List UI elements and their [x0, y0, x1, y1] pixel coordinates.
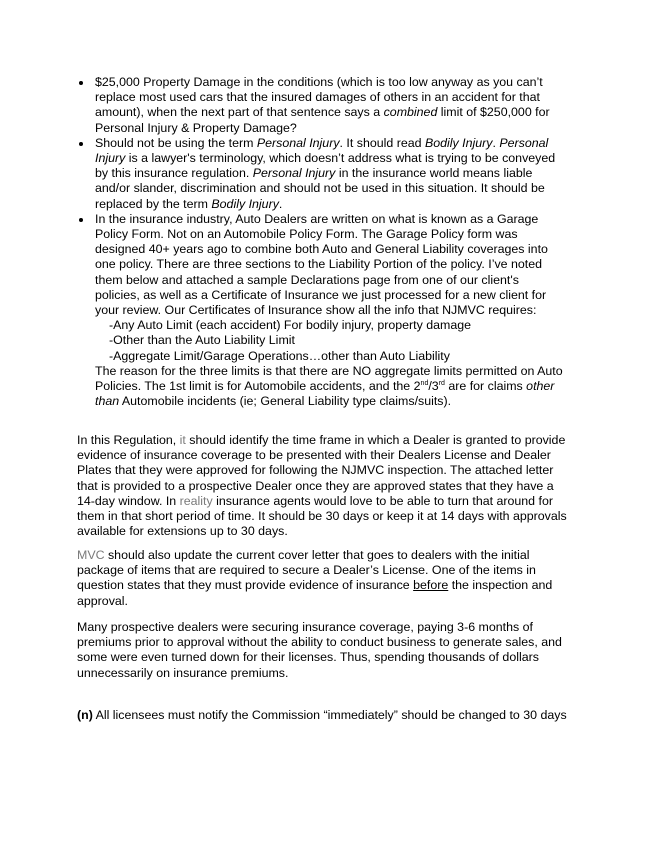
- paragraph-cover-letter: [77, 548, 572, 609]
- bullet-dot: [79, 218, 83, 222]
- bullet-text: The reason for the three limits is that there are NO aggregate limits permitted on Auto Policies. The 1st limit is for Automobile accidents, and the 2: [95, 363, 563, 394]
- bullet-list: [95, 75, 565, 409]
- section-label: (n): [77, 708, 93, 722]
- emphasis-text: Personal Injury: [256, 135, 340, 150]
- bullet-text: .: [492, 135, 500, 150]
- highlighted-word: reality: [179, 493, 213, 508]
- limit-line-aggregate: -Aggregate Limit/Garage Operations…other than Auto Liability: [109, 348, 450, 363]
- paragraph-text: should identify the time frame in which a Dealer is granted to provide evidence of insurance coverage to be presented with their Dealers License and Dealer Plates that they were approved for following the NJMVC inspection. The attached letter that is provided to a prospective Dealer once they are approved states that they have a 14-day window. In: [77, 433, 566, 508]
- superscript: nd: [420, 379, 429, 387]
- paragraph-text: insurance agents would love to be able to turn that around for them in that short period of time. It should be 30 days or keep it at 14 days with approvals available for extensions up to 30 days.: [77, 493, 567, 539]
- bullet-text: are for claims: [444, 379, 527, 394]
- bullet-bodily-injury: [95, 136, 565, 212]
- emphasis-text: Personal Injury: [252, 166, 336, 181]
- paragraph-premiums: [77, 620, 572, 681]
- highlighted-word: MVC: [77, 548, 105, 562]
- underlined-word: before: [413, 578, 449, 593]
- bullet-dot: [79, 142, 83, 146]
- emphasis-text: Bodily Injury: [424, 135, 493, 150]
- emphasis-text: Bodily Injury: [211, 196, 279, 211]
- bullet-dot: [79, 81, 83, 85]
- bullet-text: In the insurance industry, Auto Dealers are written on what is known as a Garage Policy Form. Not on an Automobile Policy Form. The Garage Policy form was designed 40+ years ago to combine both Auto and General Liability coverages into one policy. There are three sections to the Liability Portion of the policy. I’ve noted them below and attached a sample Declarations page from one of our client's policies, as well as a Certificate of Insurance we just processed for a new client for your review. Our Certificates of Insurance show all the info that NJMVC requires:: [95, 211, 548, 318]
- paragraph-time-frame: [77, 433, 572, 539]
- bullet-text: Should not be using the term: [95, 135, 257, 150]
- paragraph-text: the inspection and approval.: [77, 578, 553, 608]
- bullet-text: .: [278, 196, 283, 211]
- limit-line-any-auto: -Any Auto Limit (each accident) For bodily injury, property damage: [109, 318, 472, 333]
- bullet-text: /3: [428, 379, 439, 394]
- paragraph-text: Many prospective dealers were securing insurance coverage, paying 3-6 months of premiums prior to approval without the ability to conduct business to generate sales, and some were even turned down for their licenses. Thus, spending thousands of dollars unnecessarily on insurance premiums.: [77, 620, 562, 680]
- paragraph-text: should also update the current cover letter that goes to dealers with the initial package of items that are required to secure a Dealer’s License. One of the items in question states that they must provide evidence of insurance: [77, 548, 536, 593]
- bullet-text: in the insurance world means liable and/or slander, discrimination and should not be used in this situation. It should be replaced by the term: [95, 166, 545, 211]
- emphasis-text: Personal Injury: [95, 135, 549, 166]
- emphasis-text: other than: [95, 379, 555, 409]
- paragraph-text: In this Regulation,: [77, 433, 180, 447]
- highlighted-word: it: [179, 433, 186, 447]
- emphasis-text: combined: [383, 105, 438, 120]
- bullet-text: Automobile incidents (ie; General Liability type claims/suits).: [119, 394, 452, 409]
- paragraph-text: All licensees must notify the Commission “immediately” should be changed to 30 days: [92, 708, 567, 722]
- bullet-text: limit of $250,000 for Personal Injury & Property Damage?: [95, 105, 550, 135]
- paragraph-notify-commission: [77, 708, 572, 723]
- bullet-garage-policy: [95, 212, 565, 410]
- bullet-text: $25,000 Property Damage in the conditions (which is too low anyway as you can’t replace most used cars that the insured damages of others in an accident for that amount), when the next part of that sentence says a: [95, 75, 543, 120]
- superscript: rd: [438, 379, 445, 387]
- bullet-property-damage: [95, 75, 565, 136]
- limit-line-other-than-auto: -Other than the Auto Liability Limit: [109, 333, 295, 348]
- bullet-text: . It should read: [339, 135, 425, 150]
- bullet-text: is a lawyer's terminology, which doesn’t address what is trying to be conveyed by this insurance regulation.: [95, 151, 556, 181]
